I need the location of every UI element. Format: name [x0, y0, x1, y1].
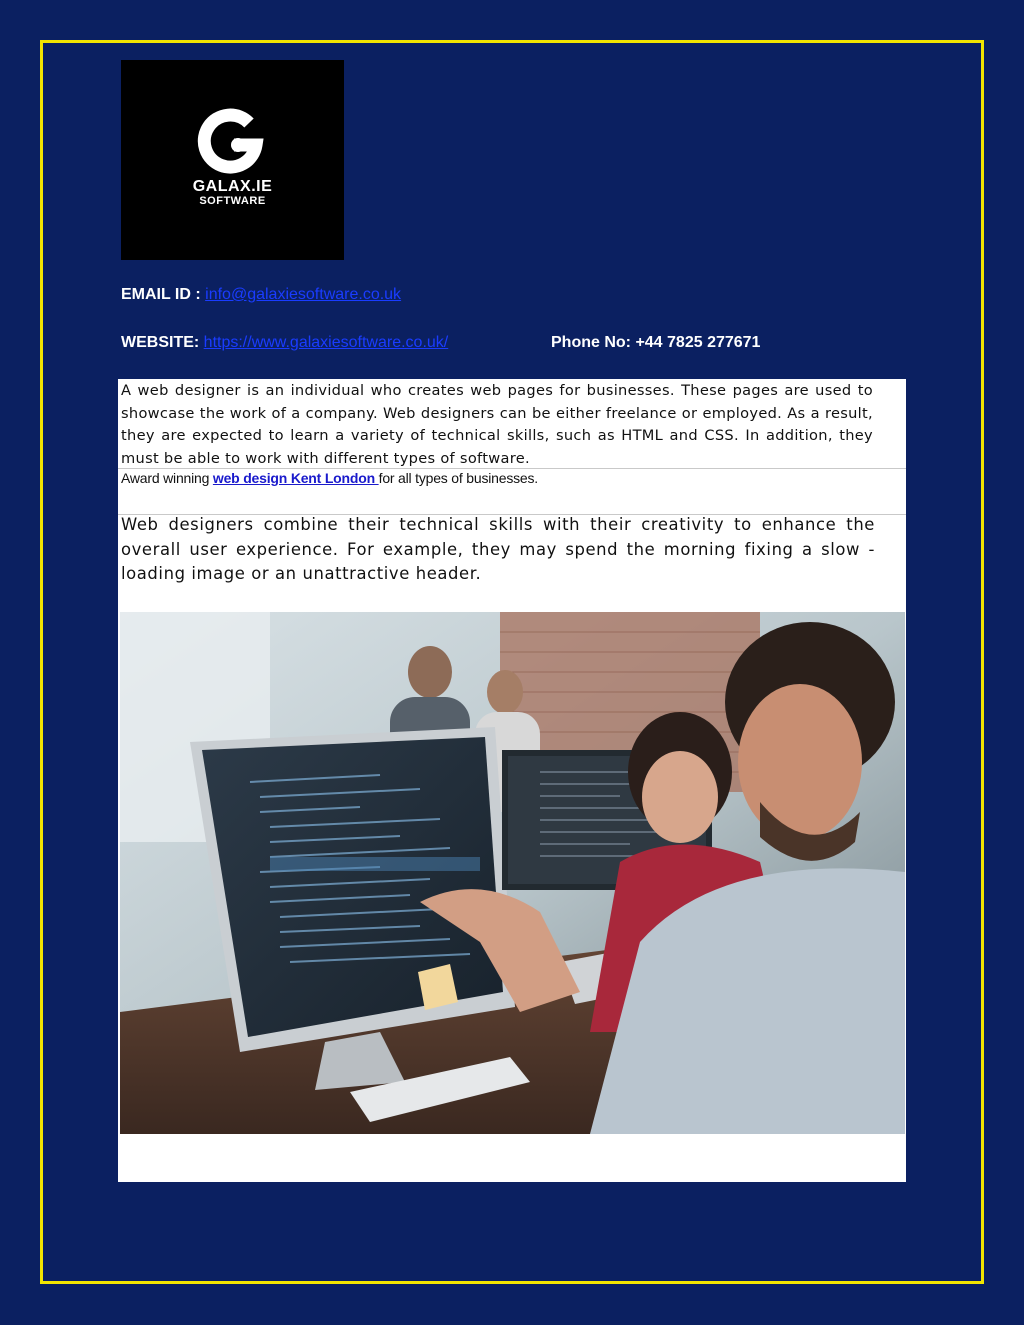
galaxie-g-logo-icon [194, 105, 272, 175]
office-photo [120, 612, 905, 1134]
content-card [118, 379, 906, 1182]
award-prefix: Award winning [121, 470, 213, 486]
email-label: EMAIL ID : [121, 286, 201, 303]
divider [118, 468, 906, 469]
website-link[interactable]: https://www.galaxiesoftware.co.uk/ [203, 334, 449, 351]
intro-paragraph: A web designer is an individual who creates web pages for businesses. These pages are used to showcase the work of a company. Web designers can be either freelance or employed. As a result, they are expected to learn a variety of technical skills, such as HTML and CSS. In addition, they must be able to work with different types of software. [121, 382, 873, 467]
developers-at-computers-image [120, 612, 905, 1134]
web-design-link[interactable]: web design Kent London [212, 470, 379, 486]
website-row [121, 334, 448, 352]
award-line [121, 470, 538, 486]
phone-number: Phone No: +44 7825 277671 [551, 334, 761, 351]
logo-sub-text: SOFTWARE [199, 195, 266, 207]
body-paragraph: Web designers combine their technical skills with their creativity to enhance the overall user experience. For example, they may spend the morning fixing a slow - loading image or an unattractive header. [121, 515, 875, 583]
logo-brand-text: GALAX.IE [192, 178, 273, 195]
email-link[interactable]: info@galaxiesoftware.co.uk [205, 286, 402, 303]
award-suffix: for all types of businesses. [378, 470, 538, 486]
email-row [121, 286, 401, 304]
company-logo [121, 60, 344, 260]
website-label: WEBSITE: [121, 334, 200, 351]
